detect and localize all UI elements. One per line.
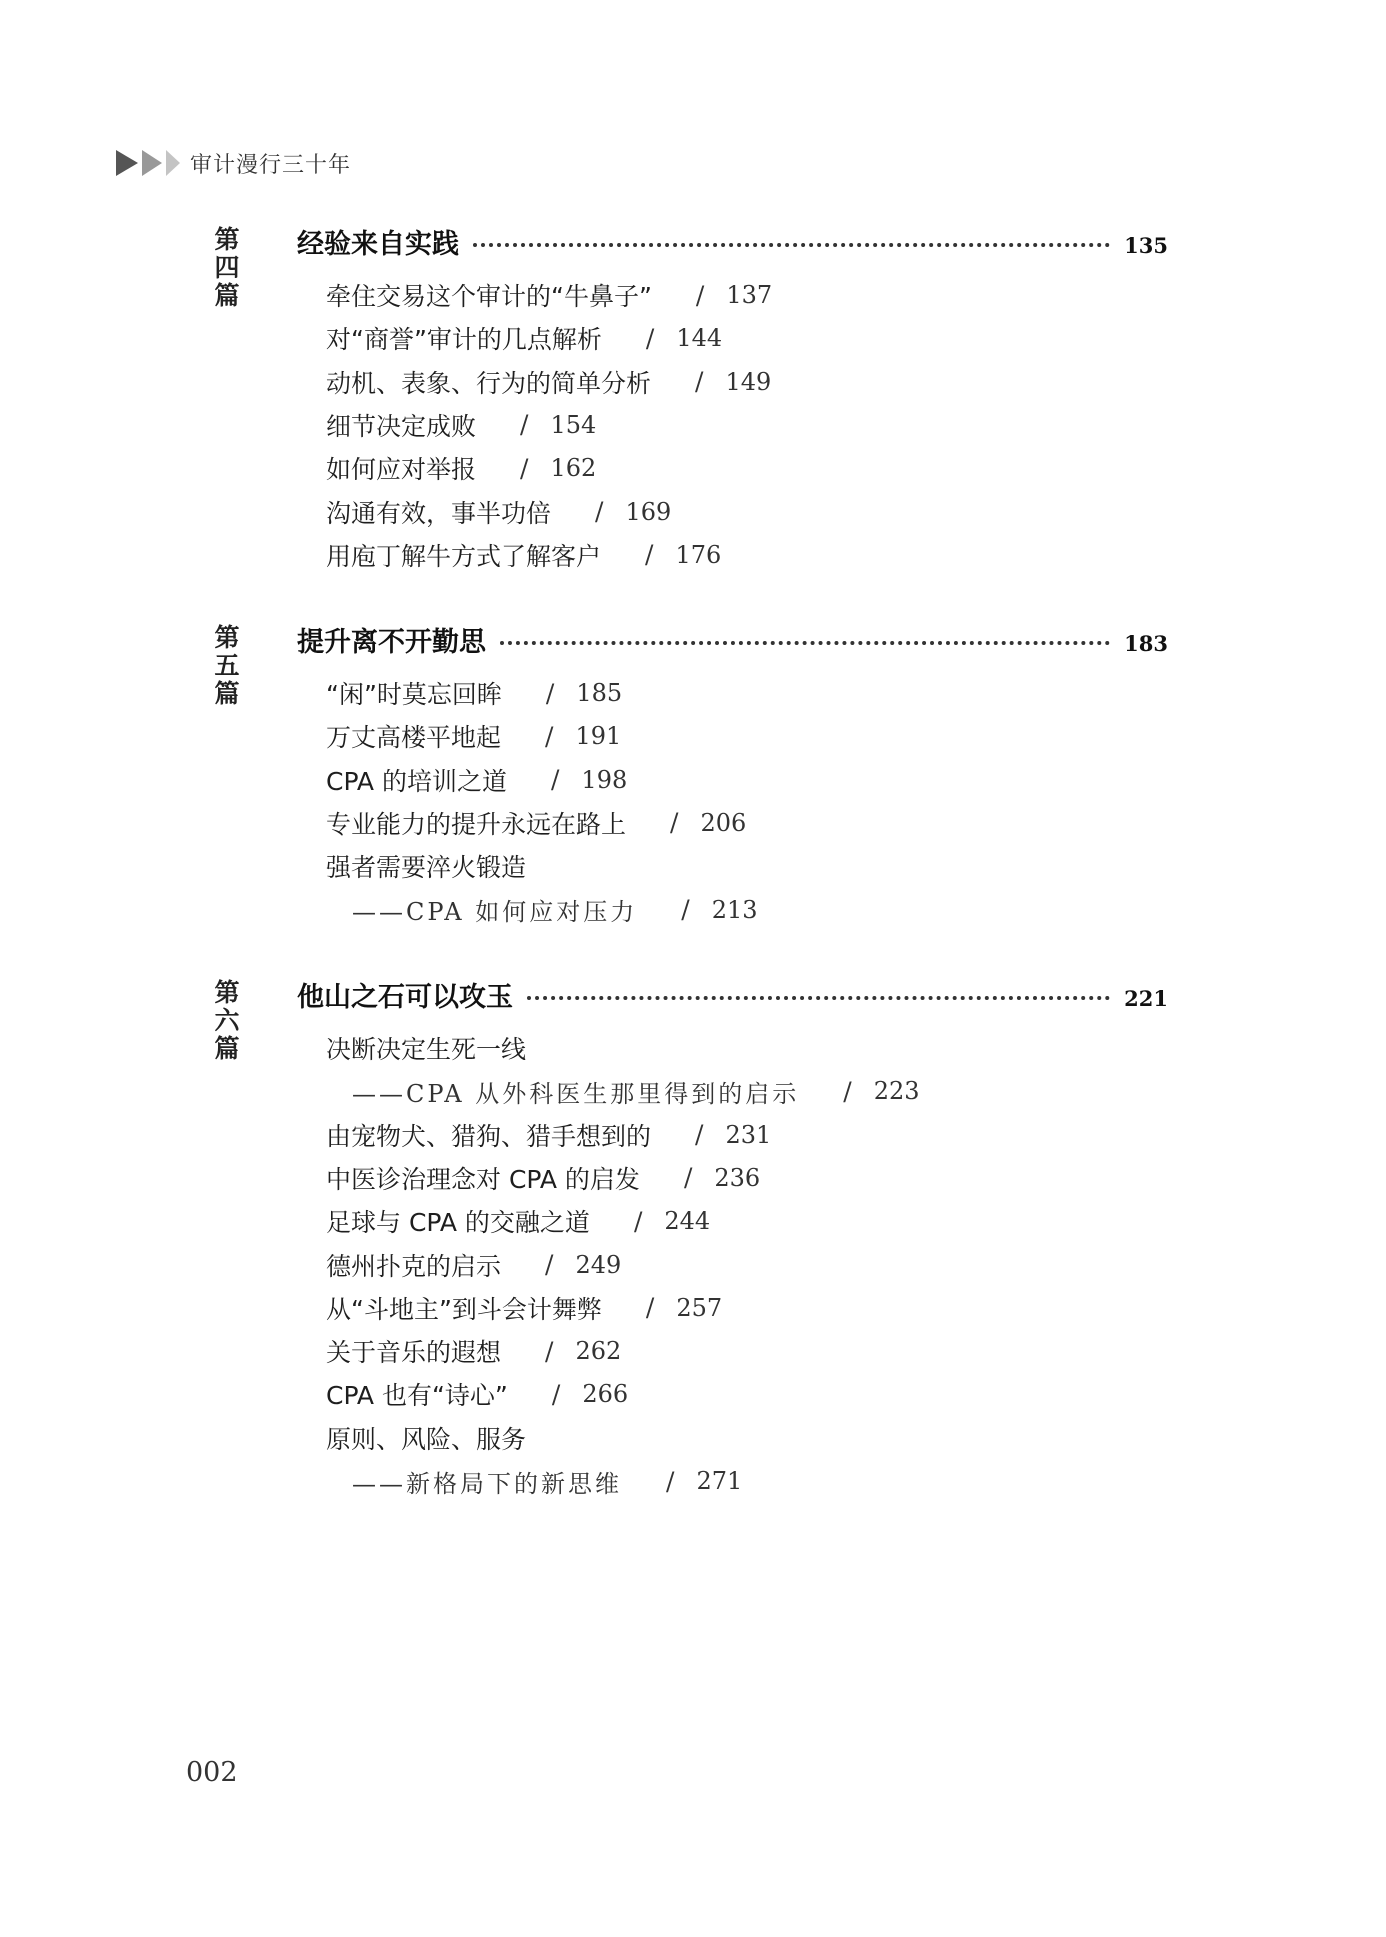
entry-title: 从“斗地主”到斗会计舞弊 xyxy=(326,1294,602,1324)
separator-slash: / xyxy=(645,323,655,353)
triangle-arrow-icon xyxy=(166,150,180,176)
part-title: 提升离不开勤思 xyxy=(297,627,486,658)
triangle-arrow-icon xyxy=(116,150,138,176)
entry-page-number: 266 xyxy=(582,1380,629,1409)
toc-entry[interactable] xyxy=(326,673,622,713)
toc-entry[interactable] xyxy=(326,760,627,800)
separator-slash: / xyxy=(520,453,529,483)
entry-page-number: 244 xyxy=(664,1207,711,1236)
dot-leader xyxy=(473,243,1110,247)
entry-page-number: 198 xyxy=(581,765,628,794)
part-page-number: 183 xyxy=(1124,631,1168,656)
separator-slash: / xyxy=(551,1379,561,1409)
part-label-char: 五 xyxy=(214,651,240,680)
entry-title: 强者需要淬火锻造 xyxy=(326,853,527,883)
entry-title: 牵住交易这个审计的“牛鼻子” xyxy=(326,282,652,311)
separator-slash: / xyxy=(545,1336,554,1366)
entry-title: 中医诊治理念对 CPA 的启发 xyxy=(326,1164,640,1194)
part-page-number: 135 xyxy=(1124,233,1168,258)
entry-page-number: 271 xyxy=(696,1467,743,1495)
toc-entry[interactable] xyxy=(326,1201,710,1241)
entry-title: 用庖丁解牛方式了解客户 xyxy=(326,541,602,571)
separator-slash: / xyxy=(645,1293,655,1323)
entry-title: 由宠物犬、猎狗、猎手想到的 xyxy=(326,1121,652,1151)
separator-slash: / xyxy=(695,1120,704,1150)
entry-page-number: 249 xyxy=(575,1250,622,1279)
entry-title: 对“商誉”审计的几点解析 xyxy=(326,325,602,355)
entry-title: ——CPA 从外科医生那里得到的启示 xyxy=(352,1079,800,1108)
entry-page-number: 223 xyxy=(873,1077,920,1106)
entry-title: 沟通有效，事半功倍 xyxy=(326,498,552,528)
toc-entry[interactable] xyxy=(326,405,596,445)
entry-title: 动机、表象、行为的简单分析 xyxy=(326,368,652,398)
dot-leader xyxy=(500,641,1110,645)
entry-page-number: 213 xyxy=(711,895,758,924)
entry-page-number: 191 xyxy=(575,722,622,751)
entry-page-number: 144 xyxy=(676,324,723,353)
toc-entry[interactable] xyxy=(326,318,722,358)
toc-entry xyxy=(326,846,526,886)
entry-title: 关于音乐的遐想 xyxy=(326,1338,502,1368)
separator-slash: / xyxy=(695,367,704,397)
entry-page-number: 149 xyxy=(725,367,772,396)
book-title: 审计漫行三十年 xyxy=(190,152,352,178)
entry-page-number: 176 xyxy=(675,540,722,569)
separator-slash: / xyxy=(545,678,555,708)
separator-slash: / xyxy=(695,280,705,310)
part-title: 他山之石可以攻玉 xyxy=(297,982,513,1013)
toc-entry[interactable] xyxy=(326,1115,771,1155)
running-header xyxy=(116,146,351,180)
separator-slash: / xyxy=(545,1250,554,1279)
separator-slash: / xyxy=(670,808,679,838)
toc-entry[interactable] xyxy=(326,1374,628,1414)
entry-page-number: 206 xyxy=(700,808,747,837)
entry-title: 细节决定成败 xyxy=(326,411,477,441)
part-label xyxy=(212,226,242,310)
toc-entry[interactable] xyxy=(326,1331,621,1371)
entry-title: 足球与 CPA 的交融之道 xyxy=(326,1208,590,1238)
entry-page-number: 137 xyxy=(726,281,773,309)
separator-slash: / xyxy=(545,721,554,751)
separator-slash: / xyxy=(681,895,690,924)
entry-page-number: 154 xyxy=(550,410,597,439)
part-title: 经验来自实践 xyxy=(297,229,459,260)
toc-entry[interactable] xyxy=(326,535,721,575)
separator-slash: / xyxy=(633,1206,643,1236)
toc-entry[interactable] xyxy=(326,492,671,532)
separator-slash: / xyxy=(843,1076,852,1106)
separator-slash: / xyxy=(666,1466,675,1496)
entry-title: ——新格局下的新思维 xyxy=(352,1469,622,1498)
toc-entry[interactable] xyxy=(326,448,596,488)
part-page-number: 221 xyxy=(1124,986,1168,1011)
entry-title: 万丈高楼平地起 xyxy=(326,723,502,753)
toc-entry xyxy=(326,1028,526,1068)
part-label-char: 篇 xyxy=(214,679,240,708)
part-label-char: 四 xyxy=(214,253,240,282)
entry-title: 专业能力的提升永远在路上 xyxy=(326,809,627,839)
part-label xyxy=(212,624,242,708)
toc-entry[interactable] xyxy=(352,1071,920,1111)
toc-entry[interactable] xyxy=(352,890,758,930)
triangle-arrow-icon xyxy=(142,150,162,176)
entry-title: ——CPA 如何应对压力 xyxy=(352,898,638,926)
part-label-char: 篇 xyxy=(214,1034,240,1063)
toc-entry[interactable] xyxy=(326,1288,722,1328)
entry-page-number: 257 xyxy=(676,1293,723,1322)
separator-slash: / xyxy=(520,410,529,440)
separator-slash: / xyxy=(645,540,654,570)
entry-title: CPA 的培训之道 xyxy=(326,766,507,796)
part-heading[interactable] xyxy=(297,620,1168,660)
part-label-char: 篇 xyxy=(214,281,240,310)
entry-title: 德州扑克的启示 xyxy=(326,1251,502,1281)
part-heading[interactable] xyxy=(297,222,1168,262)
separator-slash: / xyxy=(550,765,560,795)
entry-page-number: 162 xyxy=(550,454,597,483)
entry-page-number: 231 xyxy=(725,1120,772,1149)
entry-title: CPA 也有“诗心” xyxy=(326,1381,508,1411)
dot-leader xyxy=(527,996,1110,1000)
entry-title: “闲”时莫忘回眸 xyxy=(326,680,502,709)
separator-slash: / xyxy=(595,497,604,526)
toc-entry xyxy=(326,1418,526,1458)
toc-entry[interactable] xyxy=(352,1461,742,1501)
part-label-char: 第 xyxy=(214,623,240,652)
toc-entry[interactable] xyxy=(326,1245,621,1285)
toc-entry[interactable] xyxy=(326,803,746,843)
toc-entry[interactable] xyxy=(326,362,771,402)
toc-entry[interactable] xyxy=(326,716,621,756)
part-label-char: 第 xyxy=(214,225,240,254)
entry-page-number: 169 xyxy=(625,497,672,526)
page-number: 002 xyxy=(186,1757,238,1788)
part-label-char: 六 xyxy=(214,1006,240,1035)
toc-entry[interactable] xyxy=(326,1158,760,1198)
part-label xyxy=(212,979,242,1063)
entry-page-number: 236 xyxy=(714,1163,761,1192)
part-label-char: 第 xyxy=(214,978,240,1007)
entry-title: 如何应对举报 xyxy=(326,455,477,485)
separator-slash: / xyxy=(683,1163,693,1193)
entry-title: 原则、风险、服务 xyxy=(326,1424,527,1454)
entry-page-number: 262 xyxy=(575,1337,622,1366)
entry-page-number: 185 xyxy=(576,679,623,707)
entry-title: 决断决定生死一线 xyxy=(326,1035,527,1064)
toc-entry[interactable] xyxy=(326,275,772,315)
part-heading[interactable] xyxy=(297,975,1168,1015)
